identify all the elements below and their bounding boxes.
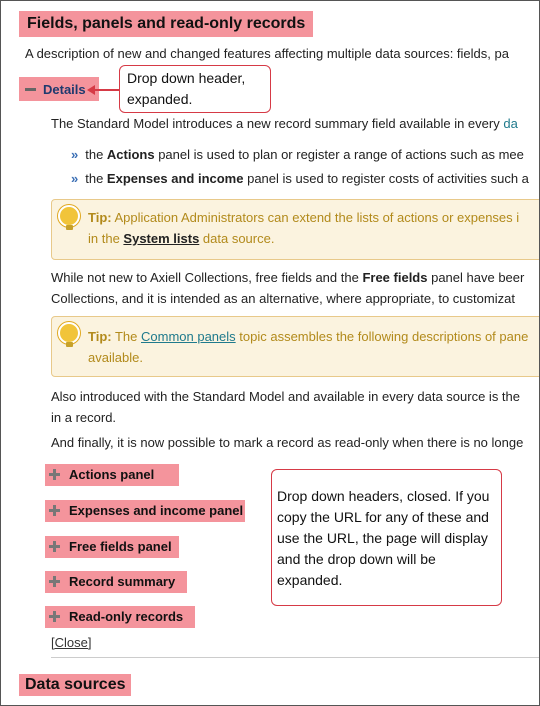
plus-icon: [49, 576, 60, 587]
tip-line-2: available.: [88, 350, 143, 365]
dropdown-label: Read-only records: [69, 609, 184, 624]
dropdown-record-summary[interactable]: [45, 571, 187, 593]
tip-label: Tip:: [88, 329, 112, 344]
tip-text: The: [114, 329, 141, 344]
dropdown-label: Record summary: [69, 574, 176, 589]
section-divider: [51, 657, 540, 658]
bullet-prefix: the: [85, 171, 107, 186]
dropdown-label: Expenses and income panel: [69, 503, 244, 518]
section-description: A description of new and changed features affecting multiple data sources: fields, pa: [25, 46, 509, 61]
tip-line-2: [88, 228, 540, 249]
dropdown-free-fields-panel[interactable]: [45, 536, 179, 558]
dropdown-label: Actions panel: [69, 467, 155, 482]
para-text: in a record.: [51, 410, 117, 425]
double-chevron-icon: »: [71, 171, 79, 186]
plus-icon: [49, 469, 60, 480]
callout-arrow-line: [93, 89, 120, 91]
para-text: panel have beer: [427, 270, 525, 285]
tip-box-system-lists: [51, 199, 540, 260]
free-fields-paragraph: [51, 267, 524, 309]
tip-text: topic assembles the following descriptions of pane: [235, 329, 529, 344]
dropdown-actions-panel[interactable]: [45, 464, 179, 486]
para-text: Also introduced with the Standard Model and available in every data source is the: [51, 389, 521, 404]
bullet-rest: panel is used to plan or register a range of actions such as mee: [154, 147, 524, 162]
system-lists-link[interactable]: System lists: [123, 231, 200, 246]
standard-model-paragraph: [51, 386, 520, 428]
common-panels-link[interactable]: Common panels: [141, 329, 236, 344]
double-chevron-icon: »: [71, 147, 79, 162]
bullet-bold: Actions: [106, 147, 155, 162]
tip-text: Application Administrators can extend the lists of actions or expenses i: [114, 210, 520, 225]
para-text: While not new to Axiell Collections, free fields and the: [51, 270, 363, 285]
bullet-actions: [71, 147, 524, 162]
intro-paragraph: [51, 116, 518, 131]
lightbulb-icon: [58, 205, 80, 227]
callout-arrowhead: [87, 85, 95, 95]
dropdown-label: Free fields panel: [69, 539, 172, 554]
para-bold: Free fields: [362, 270, 428, 285]
bullet-expenses: [71, 171, 529, 186]
tip-line-1: [88, 326, 540, 347]
close-link[interactable]: [Close]: [51, 635, 92, 650]
bullet-rest: panel is used to register costs of activities such a: [243, 171, 529, 186]
tip-label: Tip:: [88, 210, 112, 225]
minus-icon: [25, 88, 36, 91]
tip-text: in the: [88, 231, 124, 246]
bullet-prefix: the: [85, 147, 107, 162]
tip-line-1: [88, 207, 540, 228]
plus-icon: [49, 611, 60, 622]
section-title: Fields, panels and read-only records: [19, 11, 313, 37]
plus-icon: [49, 541, 60, 552]
dropdown-read-only-records[interactable]: [45, 606, 195, 628]
tip-box-common-panels: [51, 316, 540, 377]
details-label: Details: [43, 82, 86, 97]
plus-icon: [49, 505, 60, 516]
dropdown-expenses-income-panel[interactable]: [45, 500, 245, 522]
para-text: Collections, and it is intended as an alternative, where appropriate, to customizat: [51, 291, 515, 306]
callout-closed-note: Drop down headers, closed. If you copy the URL for any of these and use the URL, the page will display and the drop down will be expanded.: [271, 469, 502, 606]
bullet-bold: Expenses and income: [106, 171, 244, 186]
tip-text: data source.: [199, 231, 275, 246]
callout-expanded-note: Drop down header, expanded.: [119, 65, 271, 113]
intro-link[interactable]: da: [503, 116, 518, 131]
intro-text: The Standard Model introduces a new record summary field available in every: [51, 116, 504, 131]
next-section-title: Data sources: [19, 674, 131, 696]
read-only-paragraph: And finally, it is now possible to mark a record as read-only when there is no longe: [51, 435, 524, 450]
lightbulb-icon: [58, 322, 80, 344]
